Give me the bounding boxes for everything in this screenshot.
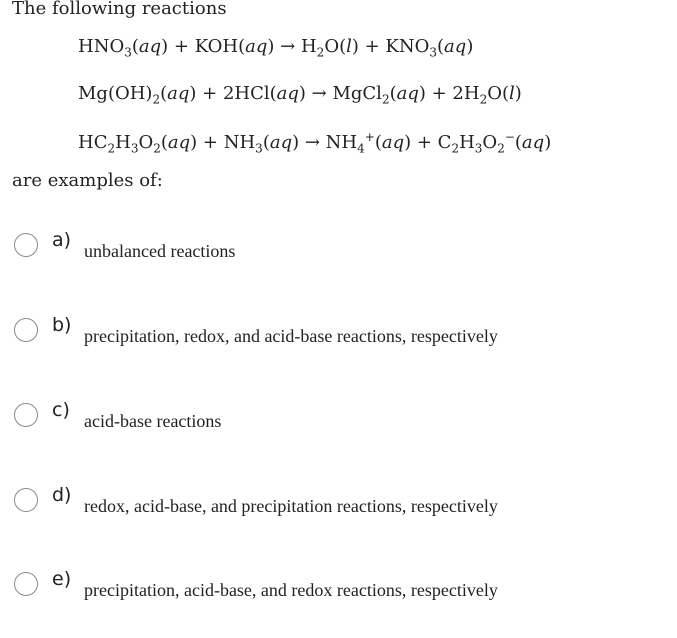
option-c[interactable] [14, 399, 654, 443]
option-e[interactable] [14, 568, 654, 612]
equation-3: $HC_2H_3O_2(aq) + NH_3(aq) \to NH_4^+(aq) + C_2H_3O_2^-(aq)$ [78, 130, 552, 156]
radio-option-a[interactable] [14, 233, 38, 257]
equation-1: $HNO_3(aq) + KOH(aq) \to H_2O(l) + KNO_3(aq)$ [78, 36, 474, 60]
option-b[interactable] [14, 314, 654, 358]
radio-option-e[interactable] [14, 572, 38, 596]
option-letter: a) [52, 229, 72, 251]
option-letter: e) [52, 568, 72, 590]
option-a[interactable] [14, 229, 654, 273]
option-d[interactable] [14, 484, 654, 528]
radio-option-c[interactable] [14, 403, 38, 427]
radio-option-d[interactable] [14, 488, 38, 512]
radio-option-b[interactable] [14, 318, 38, 342]
option-letter: b) [52, 314, 72, 336]
option-text: unbalanced reactions [84, 241, 236, 261]
option-text: precipitation, redox, and acid-base reactions, respectively [84, 326, 498, 346]
question-intro: The following reactions [12, 0, 227, 19]
option-letter: c) [52, 399, 70, 421]
option-letter: d) [52, 484, 72, 506]
option-text: precipitation, acid-base, and redox reactions, respectively [84, 580, 498, 600]
option-text: acid-base reactions [84, 411, 222, 431]
option-text: redox, acid-base, and precipitation reactions, respectively [84, 496, 498, 516]
question-stem: are examples of: [12, 170, 163, 191]
equation-2: $Mg(OH)_2(aq) + 2HCl(aq)$ → MgCl$_2$(aq) + $2H_2O(l)$ [78, 83, 522, 107]
